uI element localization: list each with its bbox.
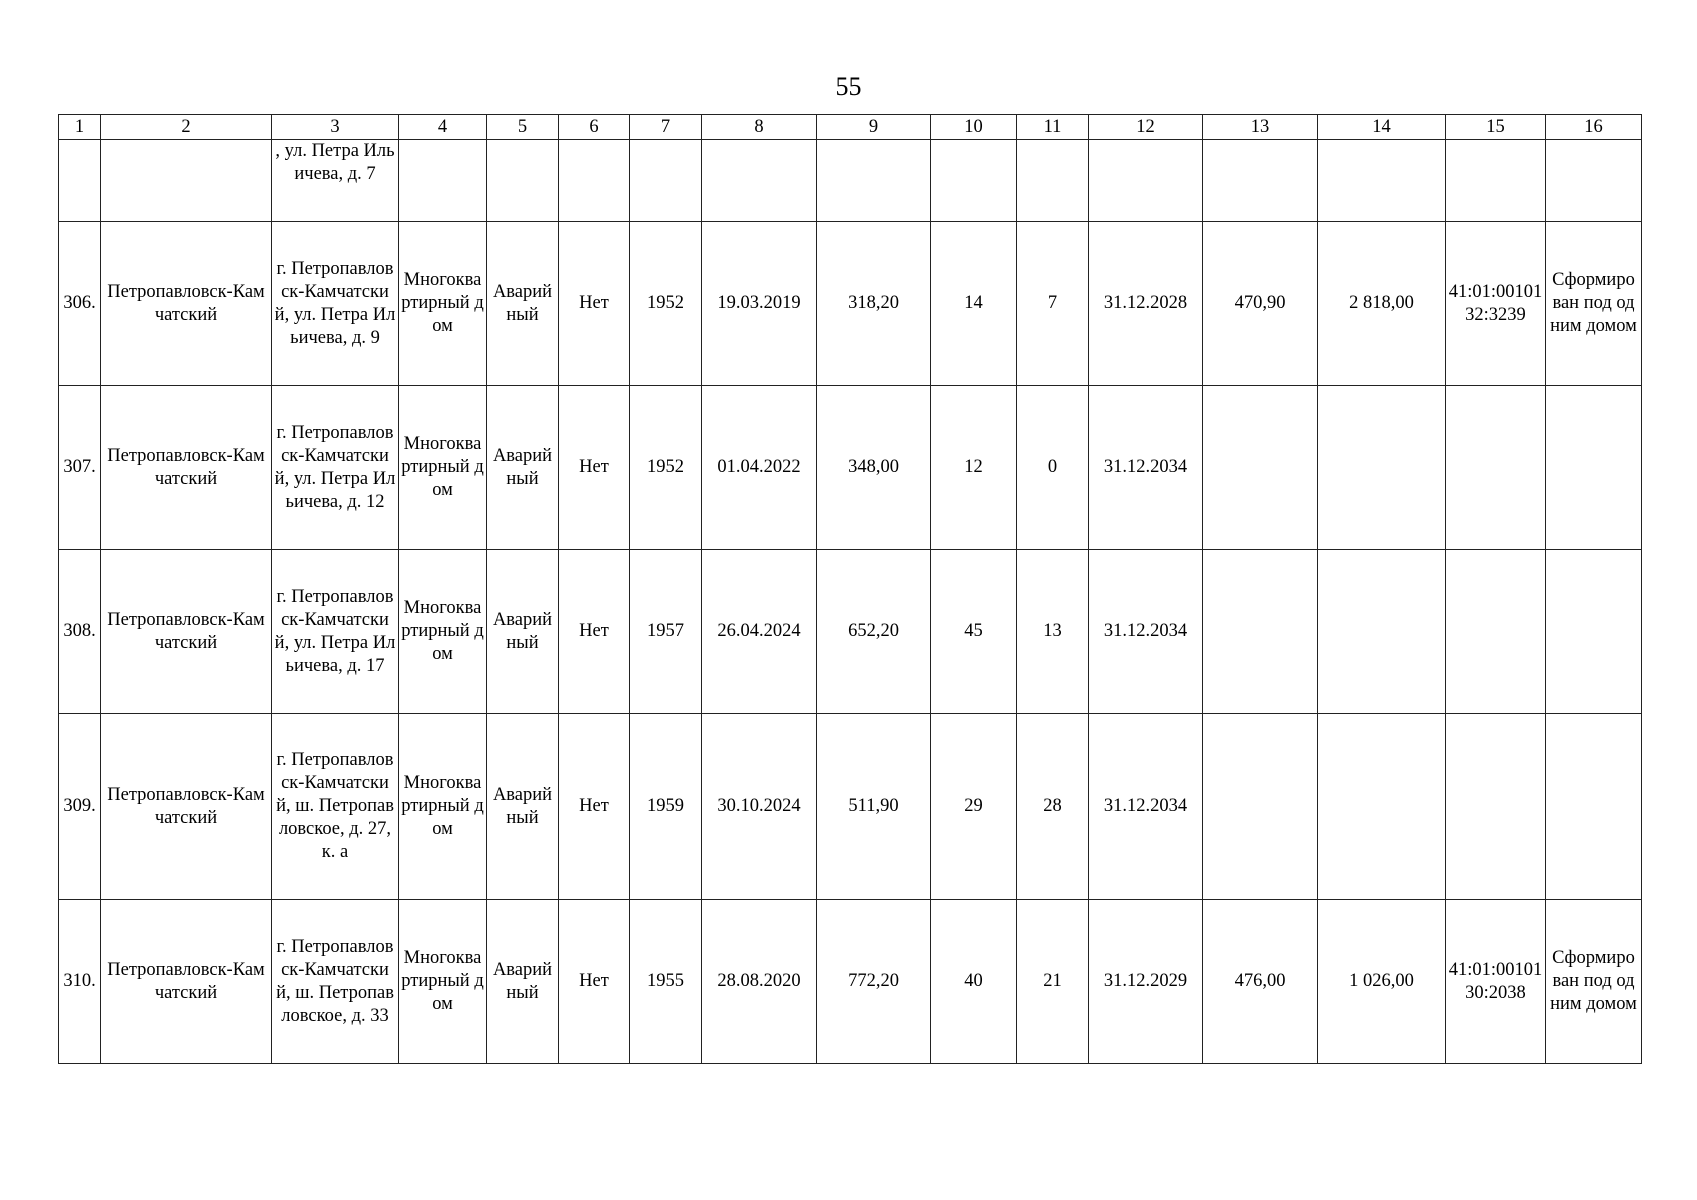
address: г. Петропавловск-Камчатский, ш. Петропавловское, д. 27, к. а xyxy=(272,714,399,900)
table-row xyxy=(59,714,1642,900)
row-number xyxy=(59,140,101,222)
row-number: 307. xyxy=(59,386,101,550)
land-note xyxy=(1546,386,1642,550)
cell-col-10: 29 xyxy=(931,714,1017,900)
resettlement-deadline: 31.12.2029 xyxy=(1089,900,1203,1064)
cell-col-14 xyxy=(1318,386,1446,550)
column-number: 6 xyxy=(559,115,630,140)
land-note: Сформирован под одним домом xyxy=(1546,222,1642,386)
resettlement-deadline: 31.12.2034 xyxy=(1089,550,1203,714)
cell-col-10: 12 xyxy=(931,386,1017,550)
municipality: Петропавловск-Камчатский xyxy=(101,222,272,386)
cell-col-6: Нет xyxy=(559,222,630,386)
building-type: Многоквартирный дом xyxy=(399,222,487,386)
build-year: 1955 xyxy=(630,900,702,1064)
area: 652,20 xyxy=(817,550,931,714)
cadastral-number xyxy=(1446,714,1546,900)
cell-col-11: 0 xyxy=(1017,386,1089,550)
area: 772,20 xyxy=(817,900,931,1064)
housing-registry-table xyxy=(58,114,1642,1064)
cell-col-6: Нет xyxy=(559,714,630,900)
building-type xyxy=(399,140,487,222)
column-number: 1 xyxy=(59,115,101,140)
building-status: Аварийный xyxy=(487,550,559,714)
recognition-date: 26.04.2024 xyxy=(702,550,817,714)
build-year: 1952 xyxy=(630,386,702,550)
address: г. Петропавловск-Камчатский, ш. Петропавловское, д. 33 xyxy=(272,900,399,1064)
recognition-date xyxy=(702,140,817,222)
table-row xyxy=(59,222,1642,386)
column-number: 9 xyxy=(817,115,931,140)
land-note xyxy=(1546,714,1642,900)
build-year: 1959 xyxy=(630,714,702,900)
column-number: 15 xyxy=(1446,115,1546,140)
cell-col-14 xyxy=(1318,550,1446,714)
cell-col-10: 14 xyxy=(931,222,1017,386)
resettlement-deadline: 31.12.2034 xyxy=(1089,714,1203,900)
building-status: Аварийный xyxy=(487,714,559,900)
column-number: 13 xyxy=(1203,115,1318,140)
cell-col-6: Нет xyxy=(559,900,630,1064)
land-note xyxy=(1546,550,1642,714)
cell-col-13 xyxy=(1203,714,1318,900)
cell-col-10: 45 xyxy=(931,550,1017,714)
resettlement-deadline: 31.12.2034 xyxy=(1089,386,1203,550)
column-number-row xyxy=(59,115,1642,140)
land-note: Сформирован под одним домом xyxy=(1546,900,1642,1064)
building-status: Аварийный xyxy=(487,386,559,550)
building-type: Многоквартирный дом xyxy=(399,550,487,714)
recognition-date: 19.03.2019 xyxy=(702,222,817,386)
build-year xyxy=(630,140,702,222)
table-row xyxy=(59,550,1642,714)
address: г. Петропавловск-Камчатский, ул. Петра Ильичева, д. 17 xyxy=(272,550,399,714)
recognition-date: 30.10.2024 xyxy=(702,714,817,900)
column-number: 4 xyxy=(399,115,487,140)
cell-col-6: Нет xyxy=(559,550,630,714)
building-status: Аварийный xyxy=(487,900,559,1064)
table-row-continuation xyxy=(59,140,1642,222)
recognition-date: 28.08.2020 xyxy=(702,900,817,1064)
building-type: Многоквартирный дом xyxy=(399,714,487,900)
cadastral-number: 41:01:0010132:3239 xyxy=(1446,222,1546,386)
cadastral-number: 41:01:0010130:2038 xyxy=(1446,900,1546,1064)
column-number: 14 xyxy=(1318,115,1446,140)
municipality: Петропавловск-Камчатский xyxy=(101,714,272,900)
cell-col-6 xyxy=(559,140,630,222)
cell-col-13 xyxy=(1203,140,1318,222)
build-year: 1957 xyxy=(630,550,702,714)
area: 318,20 xyxy=(817,222,931,386)
area: 511,90 xyxy=(817,714,931,900)
column-number: 5 xyxy=(487,115,559,140)
cadastral-number xyxy=(1446,386,1546,550)
recognition-date: 01.04.2022 xyxy=(702,386,817,550)
cell-col-11: 13 xyxy=(1017,550,1089,714)
building-status: Аварийный xyxy=(487,222,559,386)
cell-col-10 xyxy=(931,140,1017,222)
cell-col-14: 2 818,00 xyxy=(1318,222,1446,386)
table-row xyxy=(59,900,1642,1064)
cell-col-11: 21 xyxy=(1017,900,1089,1064)
municipality: Петропавловск-Камчатский xyxy=(101,550,272,714)
land-note xyxy=(1546,140,1642,222)
row-number: 308. xyxy=(59,550,101,714)
building-type: Многоквартирный дом xyxy=(399,900,487,1064)
municipality: Петропавловск-Камчатский xyxy=(101,900,272,1064)
row-number: 310. xyxy=(59,900,101,1064)
build-year: 1952 xyxy=(630,222,702,386)
cell-col-13: 476,00 xyxy=(1203,900,1318,1064)
column-number: 3 xyxy=(272,115,399,140)
column-number: 8 xyxy=(702,115,817,140)
cell-col-13 xyxy=(1203,550,1318,714)
area xyxy=(817,140,931,222)
cell-col-6: Нет xyxy=(559,386,630,550)
cell-col-13: 470,90 xyxy=(1203,222,1318,386)
address: г. Петропавловск-Камчатский, ул. Петра Ильичева, д. 12 xyxy=(272,386,399,550)
column-number: 11 xyxy=(1017,115,1089,140)
municipality xyxy=(101,140,272,222)
area: 348,00 xyxy=(817,386,931,550)
table-row xyxy=(59,386,1642,550)
row-number: 306. xyxy=(59,222,101,386)
cell-col-14 xyxy=(1318,140,1446,222)
column-number: 16 xyxy=(1546,115,1642,140)
resettlement-deadline xyxy=(1089,140,1203,222)
column-number: 12 xyxy=(1089,115,1203,140)
cell-col-14 xyxy=(1318,714,1446,900)
column-number: 2 xyxy=(101,115,272,140)
cadastral-number xyxy=(1446,140,1546,222)
address: , ул. Петра Ильичева, д. 7 xyxy=(272,140,399,222)
resettlement-deadline: 31.12.2028 xyxy=(1089,222,1203,386)
row-number: 309. xyxy=(59,714,101,900)
building-type: Многоквартирный дом xyxy=(399,386,487,550)
cell-col-10: 40 xyxy=(931,900,1017,1064)
cell-col-13 xyxy=(1203,386,1318,550)
cell-col-11: 7 xyxy=(1017,222,1089,386)
page-number: 55 xyxy=(835,72,862,101)
cell-col-11 xyxy=(1017,140,1089,222)
cadastral-number xyxy=(1446,550,1546,714)
cell-col-14: 1 026,00 xyxy=(1318,900,1446,1064)
building-status xyxy=(487,140,559,222)
column-number: 10 xyxy=(931,115,1017,140)
municipality: Петропавловск-Камчатский xyxy=(101,386,272,550)
cell-col-11: 28 xyxy=(1017,714,1089,900)
column-number: 7 xyxy=(630,115,702,140)
address: г. Петропавловск-Камчатский, ул. Петра Ильичева, д. 9 xyxy=(272,222,399,386)
